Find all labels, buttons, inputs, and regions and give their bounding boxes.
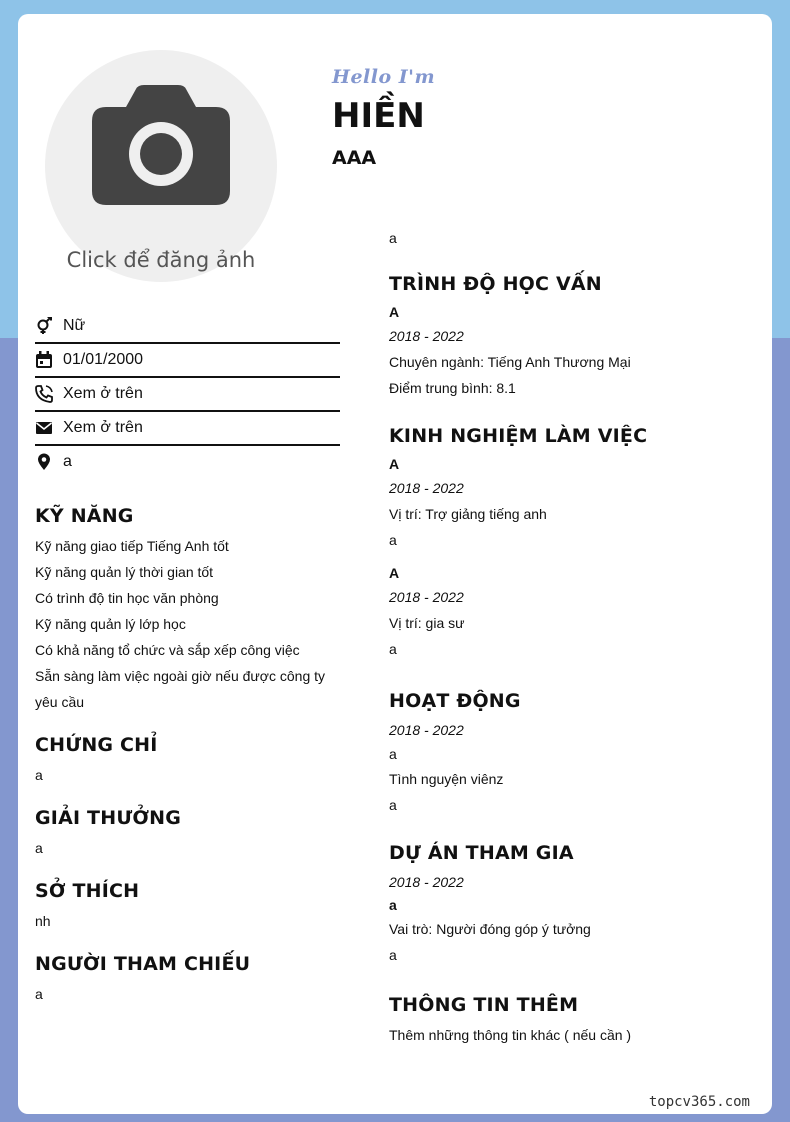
contact-email[interactable]: [35, 412, 340, 446]
objective-section: [389, 225, 749, 251]
gender-icon: [35, 317, 63, 335]
projects-period[interactable]: 2018 - 2022: [389, 874, 464, 890]
activities-title: HOẠT ĐỘNG: [389, 690, 521, 712]
contact-phone[interactable]: [35, 378, 340, 412]
job-title[interactable]: AAA: [332, 147, 377, 169]
contact-gender-value: Nữ: [63, 317, 86, 334]
location-icon: [35, 453, 63, 471]
hobbies-text[interactable]: nh: [35, 913, 51, 929]
experience-desc[interactable]: a: [389, 532, 397, 548]
experience-company[interactable]: A: [389, 456, 400, 472]
education-period[interactable]: 2018 - 2022: [389, 328, 464, 344]
contact-gender[interactable]: [35, 310, 340, 344]
skills-title: KỸ NĂNG: [35, 505, 134, 527]
experience-item: [389, 562, 749, 662]
activities-role[interactable]: Tình nguyện viênz: [389, 771, 504, 787]
projects-title: DỰ ÁN THAM GIA: [389, 842, 574, 864]
avatar-upload[interactable]: [45, 50, 277, 282]
watermark: topcv365.com: [648, 1094, 750, 1110]
calendar-icon: [35, 351, 63, 369]
experience-position[interactable]: Vị trí: gia sư: [389, 615, 465, 631]
references-title: NGƯỜI THAM CHIẾU: [35, 953, 251, 975]
experience-section: [389, 425, 749, 662]
experience-period[interactable]: 2018 - 2022: [389, 589, 464, 605]
experience-title: KINH NGHIỆM LÀM VIỆC: [389, 425, 648, 447]
hobbies-section: [35, 880, 335, 934]
experience-company[interactable]: A: [389, 565, 400, 581]
references-text[interactable]: a: [35, 986, 43, 1002]
additional-text[interactable]: Thêm những thông tin khác ( nếu cần ): [389, 1027, 632, 1043]
experience-item: [389, 453, 749, 553]
awards-title: GIẢI THƯỞNG: [35, 807, 182, 829]
awards-section: [35, 807, 335, 861]
activities-section: [389, 690, 749, 818]
references-section: [35, 953, 335, 1007]
skill-item[interactable]: Có trình độ tin học văn phòng: [35, 590, 219, 606]
contact-phone-value: Xem ở trên: [63, 385, 143, 402]
cv-card: [18, 14, 772, 1114]
projects-name[interactable]: a: [389, 897, 397, 913]
education-major[interactable]: Chuyên ngành: Tiếng Anh Thương Mại: [389, 354, 631, 370]
additional-section: [389, 994, 749, 1048]
activities-desc[interactable]: a: [389, 797, 397, 813]
experience-period[interactable]: 2018 - 2022: [389, 480, 464, 496]
contact-address[interactable]: [35, 446, 340, 478]
certificates-section: [35, 734, 335, 788]
education-school[interactable]: A: [389, 304, 400, 320]
certificates-text[interactable]: a: [35, 767, 43, 783]
full-name[interactable]: HIỀN: [332, 96, 425, 136]
contact-birthday[interactable]: [35, 344, 340, 378]
avatar-upload-label: Click để đăng ảnh: [66, 248, 256, 272]
contact-email-value: Xem ở trên: [63, 419, 143, 436]
certificates-title: CHỨNG CHỈ: [35, 734, 158, 756]
contact-address-value: a: [63, 453, 72, 470]
activities-period[interactable]: 2018 - 2022: [389, 722, 464, 738]
skills-section: [35, 505, 335, 715]
contact-birthday-value: 01/01/2000: [63, 351, 144, 368]
experience-desc[interactable]: a: [389, 641, 397, 657]
objective-text[interactable]: a: [389, 230, 397, 246]
additional-title: THÔNG TIN THÊM: [389, 994, 579, 1016]
activities-org[interactable]: a: [389, 746, 397, 762]
projects-role[interactable]: Vai trò: Người đóng góp ý tưởng: [389, 921, 591, 937]
contact-list: [35, 310, 340, 478]
education-title: TRÌNH ĐỘ HỌC VẤN: [389, 273, 602, 295]
skill-item[interactable]: Sẵn sàng làm việc ngoài giờ nếu được công ty yêu cầu: [35, 668, 326, 710]
projects-section: [389, 842, 749, 968]
hobbies-title: SỞ THÍCH: [35, 880, 140, 902]
education-section: [389, 273, 749, 401]
greeting: Hello I'm: [332, 66, 436, 88]
education-gpa[interactable]: Điểm trung bình: 8.1: [389, 380, 516, 396]
email-icon: [35, 419, 63, 437]
camera-icon: [92, 85, 230, 205]
skill-item[interactable]: Kỹ năng quản lý thời gian tốt: [35, 564, 214, 580]
experience-position[interactable]: Vị trí: Trợ giảng tiếng anh: [389, 506, 547, 522]
skill-item[interactable]: Kỹ năng giao tiếp Tiếng Anh tốt: [35, 538, 229, 554]
awards-text[interactable]: a: [35, 840, 43, 856]
projects-desc[interactable]: a: [389, 947, 397, 963]
skill-item[interactable]: Có khả năng tổ chức và sắp xếp công việc: [35, 642, 300, 658]
phone-icon: [35, 385, 63, 403]
skill-item[interactable]: Kỹ năng quản lý lớp học: [35, 616, 186, 632]
